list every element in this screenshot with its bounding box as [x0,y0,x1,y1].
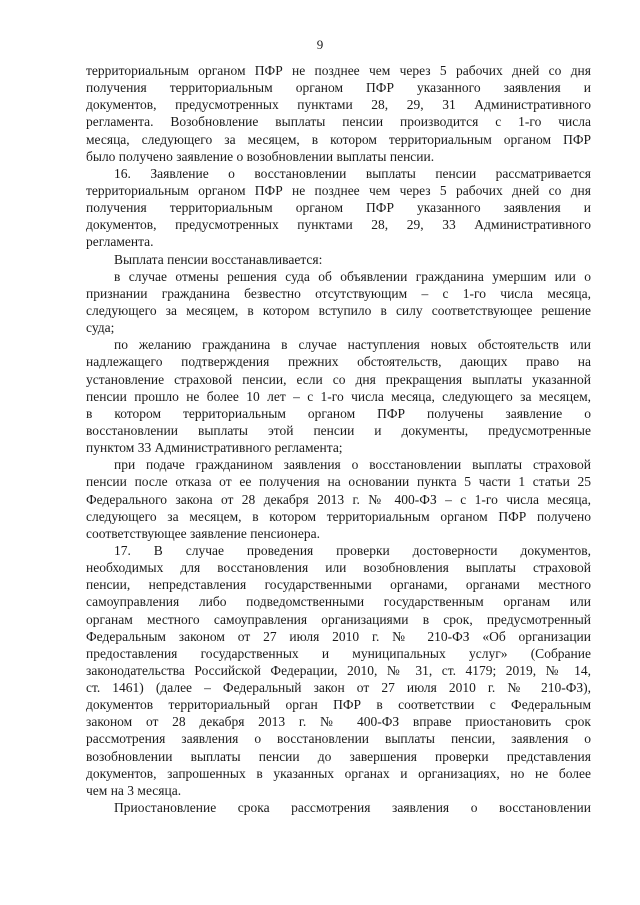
text-line: восстановлении выплаты этой пенсии и документы, предусмотренные [86,422,591,438]
text-line: соответствующее заявление пенсионера. [86,525,320,541]
text-line: законодательства Российской Федерации, 2010, № 31, ст. 4179; 2019, № 14, [86,662,591,678]
text-line: регламента. [86,234,154,250]
text-line: признании гражданина безвестно отсутствующим – с 1-го числа месяца, [86,285,591,301]
text-line: по желанию гражданина в случае наступления новых обстоятельств или [114,337,591,353]
text-line: установление страховой пенсии, если со дня прекращения выплаты указанной [86,371,591,387]
text-line: пенсии прошло не более 10 лет – с 1-го числа месяца, следующего за месяцем, [86,388,591,404]
text-line: Выплата пенсии восстанавливается: [114,251,323,267]
text-line: месяца, следующего за месяцем, в котором территориальным органом ПФР [86,131,591,147]
page-number: 9 [316,37,324,52]
text-line: надлежащего подтверждения прежних обстоятельств, дающих право на [86,354,591,370]
text-line: территориальным органом ПФР не позднее чем через 5 рабочих дней со дня [86,63,591,78]
text-line: территориальным органом ПФР не позднее чем через 5 рабочих дней со дня [86,182,591,198]
text-line: Федеральным законом от 27 июля 2010 г. № 210-ФЗ «Об организации [86,628,591,644]
text-line: необходимых для восстановления или возобновления выплаты страховой [86,560,591,576]
text-line: документов, предусмотренных пунктами 28, 29, 31 Административного [86,97,591,113]
text-line: следующего за месяцем, в котором территориальным органом ПФР получено [86,508,591,524]
text-line: регламента. Возобновление выплаты пенсии производится с 1-го числа [86,114,591,130]
text-line: пунктом 33 Административного регламента; [86,440,343,456]
text-line: 16. Заявление о восстановлении выплаты пенсии рассматривается [114,165,591,181]
text-line: предоставления государственных и муниципальных услуг» (Собрание [86,645,591,661]
text-line: в случае отмены решения суда об объявлении гражданина умершим или о [114,268,591,284]
text-line: Приостановление срока рассмотрения заявления о восстановлении [114,800,591,816]
text-line: получения территориальным органом ПФР указанного заявления и [86,200,591,216]
text-line: самоуправления либо подведомственными государственным органам или [86,594,591,610]
text-line: следующего за месяцем, в котором вступило в силу соответствующее решение [86,302,591,318]
text-line: возобновлении выплаты пенсии до завершения проверки представления [86,748,591,764]
text-line: чем на 3 месяца. [86,782,182,798]
text-line: законом от 28 декабря 2013 г. № 400-ФЗ вправе приостановить срок [86,714,591,730]
text-line: документов, запрошенных в указанных органах и организациях, но не более [86,765,591,781]
text-line: документов, предусмотренных пунктами 28, 29, 33 Административного [86,217,591,233]
text-line: суда; [86,320,115,336]
text-line: ст. 1461) (далее – Федеральный закон от 27 июля 2010 г. № 210-ФЗ), [86,680,591,696]
text-line: 17. В случае проведения проверки достоверности документов, [114,542,591,558]
text-line: в котором территориальным органом ПФР получены заявление о [86,405,591,421]
text-line: при подаче гражданином заявления о восстановлении выплаты страховой [114,457,591,473]
text-line: было получено заявление о возобновлении выплаты пенсии. [86,148,435,164]
text-line: документов территориальный орган ПФР в соответствии с Федеральным [86,697,591,713]
text-line: получения территориальным органом ПФР указанного заявления и [86,80,591,96]
document-body [86,62,591,816]
text-line: Федерального закона от 28 декабря 2013 г. № 400-ФЗ – с 1-го числа месяца, [86,491,591,507]
text-line: пенсии после отказа от ее получения на основании пункта 5 части 1 статьи 25 [86,474,591,490]
text-line: пенсии, непредставления государственными органами, органами местного [86,577,591,593]
text-line: рассмотрения заявления о восстановлении выплаты пенсии, заявления о [86,731,591,747]
text-line: органам местного самоуправления организациями в срок, предусмотренный [86,611,591,627]
